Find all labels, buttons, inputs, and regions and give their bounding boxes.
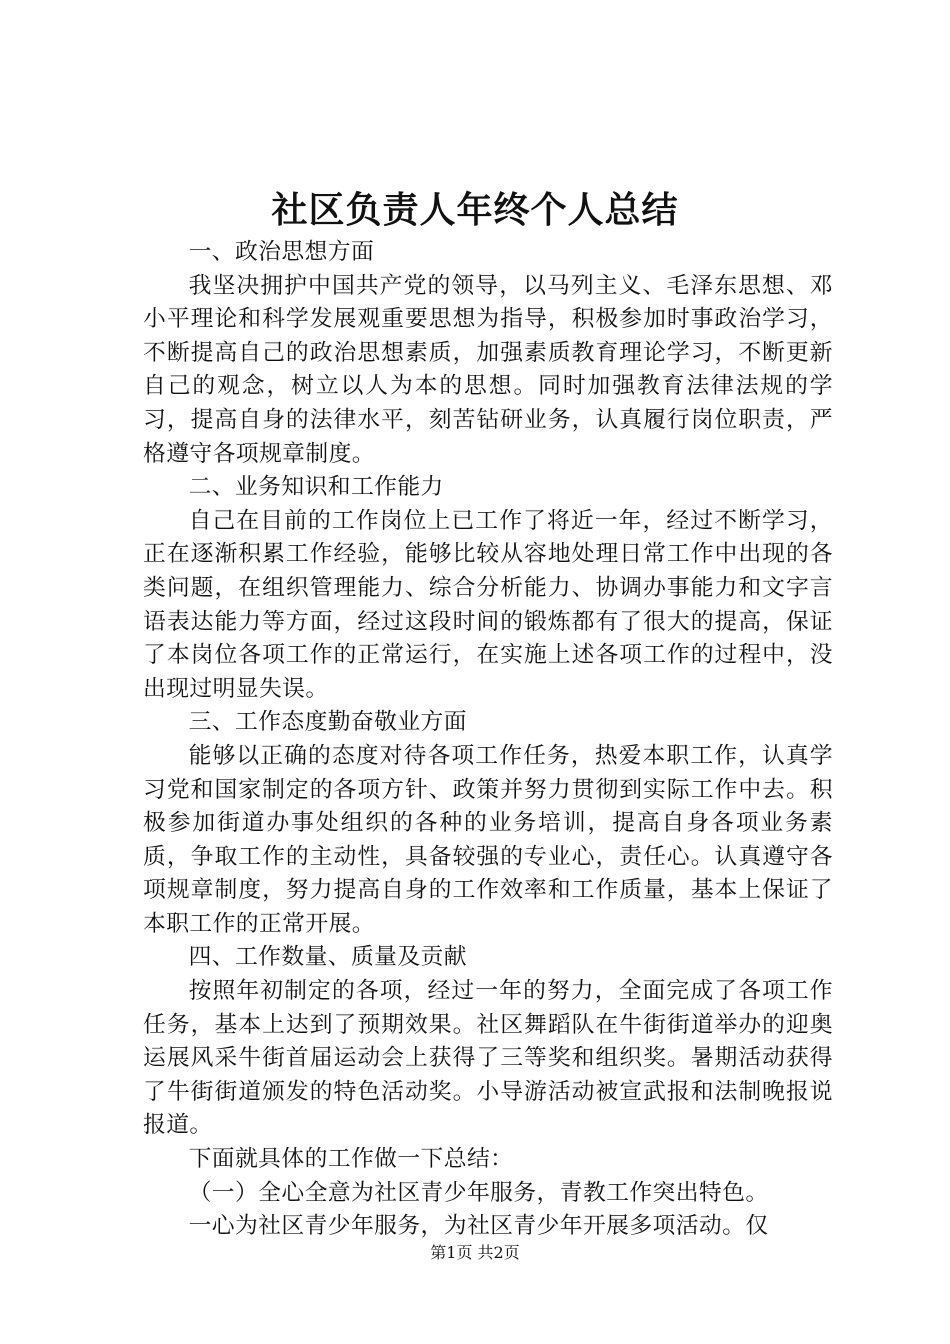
paragraph-summary-intro: 下面就具体的工作做一下总结：	[188, 1146, 514, 1173]
document-title: 社区负责人年终个人总结	[271, 189, 679, 231]
paragraph-youth: 一心为社区青少年服务，为社区青少年开展多项活动。仅	[188, 1213, 769, 1240]
page-number-footer: 第1页 共2页	[430, 1243, 520, 1262]
paragraph-political: 我坚决拥护中国共产党的领导，以马列主义、毛泽东思想、邓小平理论和科学发展观重要思想为指导，积极参加时事政治学习，不断提高自己的政治思想素质，加强素质教育理论学习，不断更新自己的观念，树立以人为本的思想。同时加强教育法律法规的学习，提高自身的法律水平，刻苦钻研业务，认真履行岗位职责，严格遵守各项规章制度。	[143, 272, 833, 467]
section-heading-business: 二、业务知识和工作能力	[188, 474, 444, 501]
subsection-heading-youth: （一）全心全意为社区青少年服务，青教工作突出特色。	[188, 1179, 769, 1206]
paragraph-contribution: 按照年初制定的各项，经过一年的努力，全面完成了各项工作任务，基本上达到了预期效果。社区舞蹈队在牛街街道举办的迎奥运展风采牛街首届运动会上获得了三等奖和组织奖。暑期活动获得了牛街街道颁发的特色活动奖。小导游活动被宣武报和法制晚报说报道。	[143, 978, 833, 1139]
section-heading-contribution: 四、工作数量、质量及贡献	[188, 944, 467, 971]
paragraph-business: 自己在目前的工作岗位上已工作了将近一年，经过不断学习，正在逐渐积累工作经验，能够比较从容地处理日常工作中出现的各类问题，在组织管理能力、综合分析能力、协调办事能力和文字言语表达能力等方面，经过这段时间的锻炼都有了很大的提高，保证了本岗位各项工作的正常运行，在实施上述各项工作的过程中，没出现过明显失误。	[143, 507, 833, 702]
paragraph-attitude: 能够以正确的态度对待各项工作任务，热爱本职工作，认真学习党和国家制定的各项方针、政策并努力贯彻到实际工作中去。积极参加街道办事处组织的各种的业务培训，提高自身各项业务素质，争取工作的主动性，具备较强的专业心，责任心。认真遵守各项规章制度，努力提高自身的工作效率和工作质量，基本上保证了本职工作的正常开展。	[143, 742, 833, 937]
section-heading-political: 一、政治思想方面	[188, 239, 375, 265]
document-body	[143, 236, 833, 1244]
section-heading-attitude: 三、工作态度勤奋敬业方面	[188, 709, 467, 736]
